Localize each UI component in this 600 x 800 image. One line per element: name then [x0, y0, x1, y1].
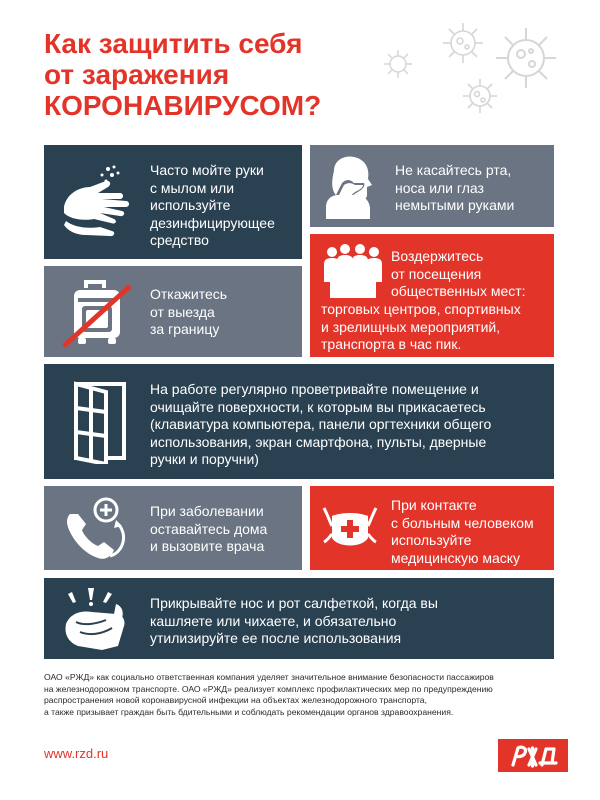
card-line: используйте: [391, 532, 472, 548]
card-line: транспорта в час пик.: [321, 336, 462, 352]
card-line: использования, экран смартфона, пульты, дверные: [150, 433, 487, 450]
card-line: от выезда: [150, 303, 215, 320]
card-line: от посещения: [391, 265, 482, 282]
card-text: [150, 595, 438, 648]
card-line: оставайтесь дома: [150, 520, 268, 537]
card-line: и зрелищных мероприятий,: [321, 318, 501, 335]
card-line: немытыми руками: [395, 197, 515, 213]
card-line: Часто мойте руки: [150, 162, 264, 178]
card-text: [395, 162, 514, 215]
card-text: [150, 162, 275, 250]
card-line: Откажитесь: [150, 286, 228, 302]
footer-disclaimer: [44, 672, 564, 718]
face-touch-icon: [320, 153, 382, 219]
card-stay-home: [44, 486, 302, 570]
window-icon: [70, 378, 130, 464]
card-text: [150, 286, 227, 339]
card-line: с больным человеком: [391, 514, 534, 531]
card-wear-mask: [310, 486, 554, 570]
card-line: общественных мест:: [391, 283, 526, 299]
card-line: дезинфицирующее: [150, 214, 275, 231]
footer-line: на железнодорожном транспорте. ОАО «РЖД» реализует комплекс профилактических мер по предупреждению: [44, 683, 493, 694]
footer-line: ОАО «РЖД» как социально ответственная компания уделяет значительное внимание безопасности пассажиров: [44, 672, 494, 682]
no-travel-icon: [62, 276, 134, 350]
card-line: утилизируйте ее после использования: [150, 630, 402, 646]
card-line: медицинскую маску: [391, 549, 521, 566]
card-text: [150, 503, 267, 556]
title-line-1: Как защитить себя: [44, 28, 303, 59]
card-line: очищайте поверхности, к которым вы прикасаетесь: [150, 398, 486, 415]
card-line: При контакте: [391, 497, 477, 513]
hand-wash-icon: [56, 161, 136, 241]
footer-line: а также призывает граждан быть бдительными и соблюдать рекомендации органов здравоохранения.: [44, 706, 454, 717]
card-line: используйте: [150, 197, 231, 213]
card-line: Воздержитесь: [391, 248, 484, 264]
virus-icon: [438, 18, 488, 68]
mask-icon: [318, 500, 382, 556]
card-text-continued: [321, 301, 521, 354]
card-line: Не касайтесь рта,: [395, 162, 512, 178]
card-line: носа или глаз: [395, 179, 484, 196]
card-line: При заболевании: [150, 503, 264, 519]
card-line: Прикрывайте нос и рот салфеткой, когда вы: [150, 595, 438, 611]
rzd-logo: [498, 739, 568, 772]
crowd-icon: [320, 242, 386, 298]
card-line: торговых центров, спортивных: [321, 301, 521, 317]
card-ventilate: [44, 364, 554, 479]
card-line: ручки и поручни): [150, 451, 259, 467]
card-text: [150, 381, 491, 469]
footer-line: распространения новой коронавирусной инфекции на объектах железнодорожного транспорта,: [44, 695, 427, 705]
card-line: кашляете или чихаете, и обязательно: [150, 612, 397, 629]
virus-icon: [380, 46, 416, 82]
title-line-2: от заражения: [44, 59, 230, 90]
card-line: с мылом или: [150, 179, 235, 196]
card-cover-sneeze: [44, 578, 554, 659]
card-no-travel: [44, 266, 302, 357]
card-line: (клавиатура компьютера, панели оргтехники общего: [150, 416, 492, 432]
card-line: и вызовите врача: [150, 538, 265, 554]
page-title: [44, 28, 321, 121]
card-avoid-crowds: [310, 234, 554, 357]
card-wash-hands: [44, 145, 302, 259]
card-line: за границу: [150, 321, 220, 337]
title-line-3: КОРОНАВИРУСОМ?: [44, 90, 322, 121]
website-link[interactable]: www.rzd.ru: [44, 746, 109, 761]
card-text: [391, 248, 526, 301]
sneeze-tissue-icon: [58, 584, 134, 654]
card-no-face-touch: [310, 145, 554, 227]
card-line: средство: [150, 232, 209, 248]
phone-doctor-icon: [60, 494, 134, 564]
card-text: [391, 497, 534, 567]
virus-icon: [458, 74, 502, 118]
card-line: На работе регулярно проветривайте помещение и: [150, 381, 479, 397]
